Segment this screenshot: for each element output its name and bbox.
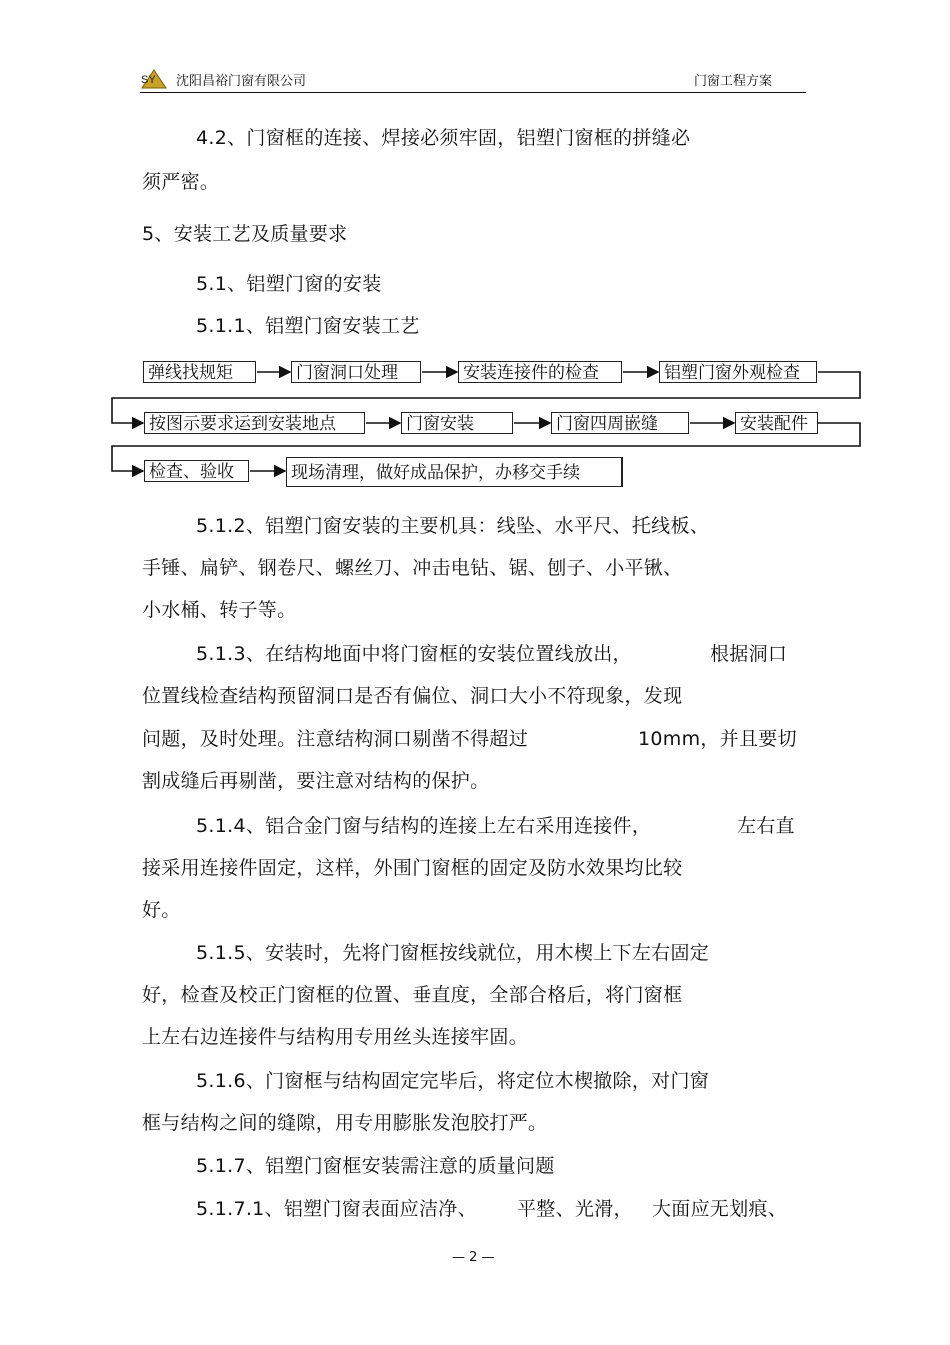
paragraph-5-1-5-line-3: 上左右边连接件与结构用专用丝头连接牢固。: [142, 1026, 529, 1048]
paragraph-5-1-5-line-1: 5.1.5、安装时，先将门窗框按线就位，用木楔上下左右固定: [196, 942, 710, 964]
paragraph-5-1-6-line-2: 框与结构之间的缝隙，用专用膨胀发泡胶打严。: [142, 1112, 548, 1134]
header-company-name: 沈阳昌裕门窗有限公司: [176, 74, 307, 89]
flow-step-6: 门窗安装: [401, 412, 513, 434]
section-5-1-7-heading: 5.1.7、铝塑门窗框安装需注意的质量问题: [196, 1155, 555, 1177]
flow-step-1: 弹线找规矩: [143, 361, 256, 383]
section-5-1-1-heading: 5.1.1、铝塑门窗安装工艺: [196, 315, 420, 337]
paragraph-5-1-2-line-2: 手锤、扁铲、钢卷尺、螺丝刀、冲击电钻、锯、刨子、小平锹、: [142, 557, 683, 579]
paragraph-5-1-3-line-2: 位置线检查结构预留洞口是否有偏位、洞口大小不符现象，发现: [142, 685, 683, 707]
paragraph-5-1-3-line-3b: 10mm，并且要切: [638, 728, 797, 750]
paragraph-5-1-3-line-4: 割成缝后再剔凿，要注意对结构的保护。: [142, 770, 490, 792]
page-number: — 2 —: [452, 1250, 495, 1265]
paragraph-5-1-7-1-part-b: 平整、光滑，: [517, 1198, 633, 1220]
section-5-1-heading: 5.1、铝塑门窗的安装: [196, 273, 382, 295]
paragraph-5-1-4-line-3: 好。: [142, 899, 181, 921]
paragraph-5-1-4-line-1b: 左右直: [737, 815, 795, 837]
paragraph-4-2-line-1: 4.2、门窗框的连接、焊接必须牢固，铝塑门窗框的拼缝必: [196, 127, 691, 149]
flow-step-4: 铝塑门窗外观检查: [659, 361, 817, 383]
paragraph-5-1-7-1-part-c: 大面应无划痕、: [652, 1198, 788, 1220]
paragraph-5-1-2-line-1: 5.1.2、铝塑门窗安装的主要机具：线坠、水平尺、托线板、: [196, 515, 710, 537]
paragraph-5-1-2-line-3: 小水桶、转子等。: [142, 599, 297, 621]
flow-step-10: 现场清理，做好成品保护，办移交手续: [286, 457, 623, 487]
flow-step-7: 门窗四周嵌缝: [551, 412, 689, 434]
paragraph-5-1-7-1-part-a: 5.1.7.1、铝塑门窗表面应洁净、: [196, 1198, 477, 1220]
flow-step-2: 门窗洞口处理: [291, 361, 421, 383]
paragraph-4-2-line-2: 须严密。: [142, 171, 220, 193]
paragraph-5-1-4-line-1a: 5.1.4、铝合金门窗与结构的连接上左右采用连接件，: [196, 815, 652, 837]
flow-step-3: 安装连接件的检查: [458, 361, 622, 383]
paragraph-5-1-3-line-3a: 问题，及时处理。注意结构洞口剔凿不得超过: [142, 728, 529, 750]
paragraph-5-1-4-line-2: 接采用连接件固定，这样，外围门窗框的固定及防水效果均比较: [142, 857, 683, 879]
paragraph-5-1-5-line-2: 好，检查及校正门窗框的位置、垂直度，全部合格后，将门窗框: [142, 984, 683, 1006]
paragraph-5-1-6-line-1: 5.1.6、门窗框与结构固定完毕后，将定位木楔撤除，对门窗: [196, 1070, 710, 1092]
header-document-title: 门窗工程方案: [694, 74, 773, 89]
flow-step-5: 按图示要求运到安装地点: [144, 412, 365, 434]
section-5-heading: 5、安装工艺及质量要求: [142, 223, 348, 245]
flow-step-8: 安装配件: [735, 412, 818, 434]
paragraph-5-1-3-line-1b: 根据洞口: [710, 643, 788, 665]
flow-step-9: 检查、验收: [144, 460, 249, 482]
logo-text: SY: [141, 74, 156, 86]
paragraph-5-1-3-line-1a: 5.1.3、在结构地面中将门窗框的安装位置线放出，: [196, 643, 632, 665]
